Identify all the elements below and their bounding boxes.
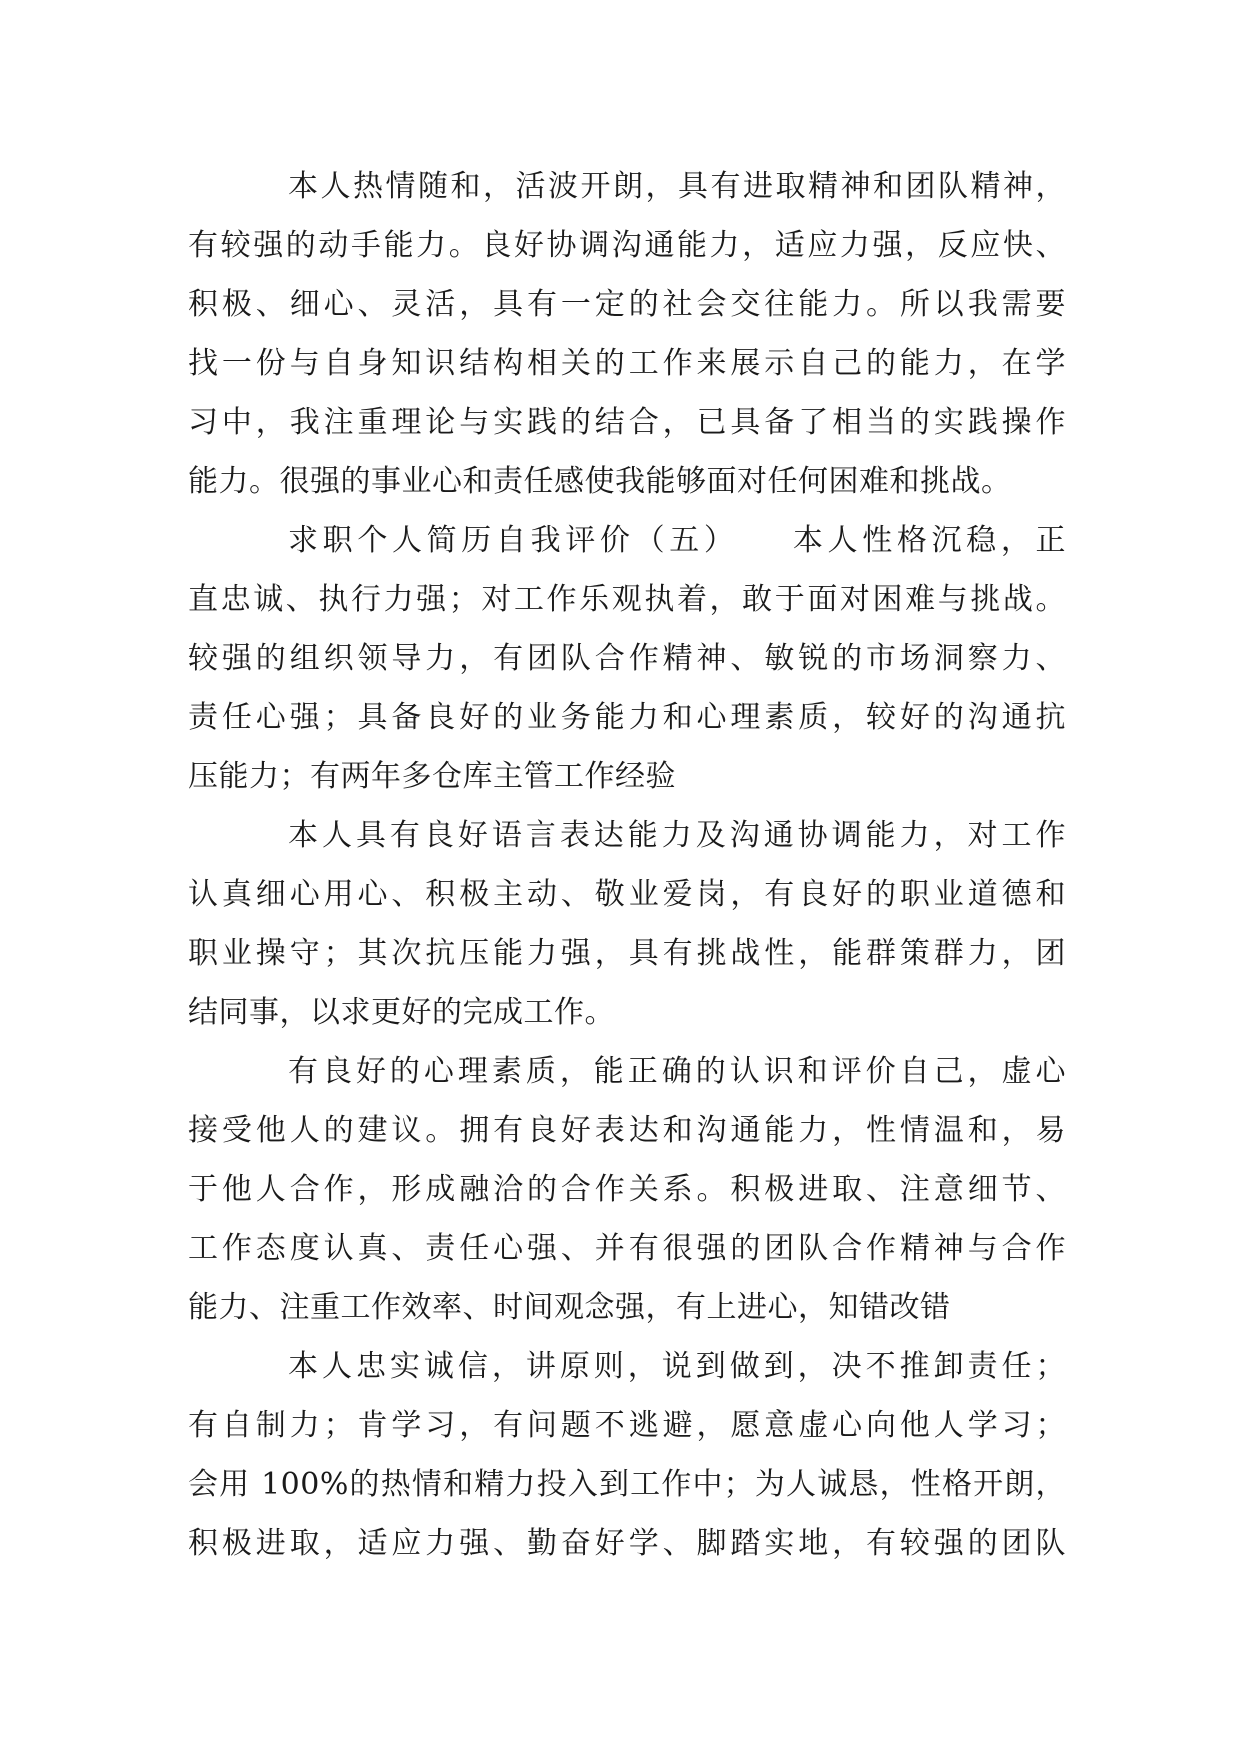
document-body bbox=[188, 157, 1066, 1573]
text-line: 有较强的动手能力。良好协调沟通能力，适应力强，反应快、 bbox=[188, 228, 1066, 263]
text-line: 压能力；有两年多仓库主管工作经验 bbox=[188, 759, 676, 794]
text-line: 结同事，以求更好的完成工作。 bbox=[188, 995, 615, 1030]
text-line: 工作态度认真、责任心强、并有很强的团队合作精神与合作 bbox=[188, 1231, 1066, 1266]
text-line: 习中，我注重理论与实践的结合，已具备了相当的实践操作 bbox=[188, 405, 1066, 440]
text-line: 能力、注重工作效率、时间观念强，有上进心，知错改错 bbox=[188, 1290, 951, 1325]
text-line: 找一份与自身知识结构相关的工作来展示自己的能力，在学 bbox=[188, 346, 1066, 381]
text-line: 本人热情随和，活波开朗，具有进取精神和团队精神， bbox=[288, 169, 1066, 204]
text-line: 职业操守；其次抗压能力强，具有挑战性，能群策群力，团 bbox=[188, 936, 1066, 971]
text-line: 求职个人简历自我评价（五） 本人性格沉稳，正 bbox=[288, 523, 1066, 558]
text-line: 认真细心用心、积极主动、敬业爱岗，有良好的职业道德和 bbox=[188, 877, 1066, 912]
text-line: 本人忠实诚信，讲原则，说到做到，决不推卸责任； bbox=[288, 1349, 1066, 1384]
text-line: 本人具有良好语言表达能力及沟通协调能力，对工作 bbox=[288, 818, 1066, 853]
text-line: 责任心强；具备良好的业务能力和心理素质，较好的沟通抗 bbox=[188, 700, 1066, 735]
text-line: 积极进取，适应力强、勤奋好学、脚踏实地，有较强的团队 bbox=[188, 1526, 1066, 1561]
text-line: 有自制力；肯学习，有问题不逃避，愿意虚心向他人学习； bbox=[188, 1408, 1066, 1443]
text-line: 较强的组织领导力，有团队合作精神、敏锐的市场洞察力、 bbox=[188, 641, 1066, 676]
text-line: 接受他人的建议。拥有良好表达和沟通能力，性情温和，易 bbox=[188, 1113, 1066, 1148]
text-line: 会用 100%的热情和精力投入到工作中；为人诚恳，性格开朗， bbox=[188, 1467, 1066, 1502]
text-line: 于他人合作，形成融洽的合作关系。积极进取、注意细节、 bbox=[188, 1172, 1066, 1207]
text-line: 能力。很强的事业心和责任感使我能够面对任何困难和挑战。 bbox=[188, 464, 1012, 499]
text-line: 积极、细心、灵活，具有一定的社会交往能力。所以我需要 bbox=[188, 287, 1066, 322]
text-line: 有良好的心理素质，能正确的认识和评价自己，虚心 bbox=[288, 1054, 1066, 1089]
text-line: 直忠诚、执行力强；对工作乐观执着，敢于面对困难与挑战。 bbox=[188, 582, 1066, 617]
